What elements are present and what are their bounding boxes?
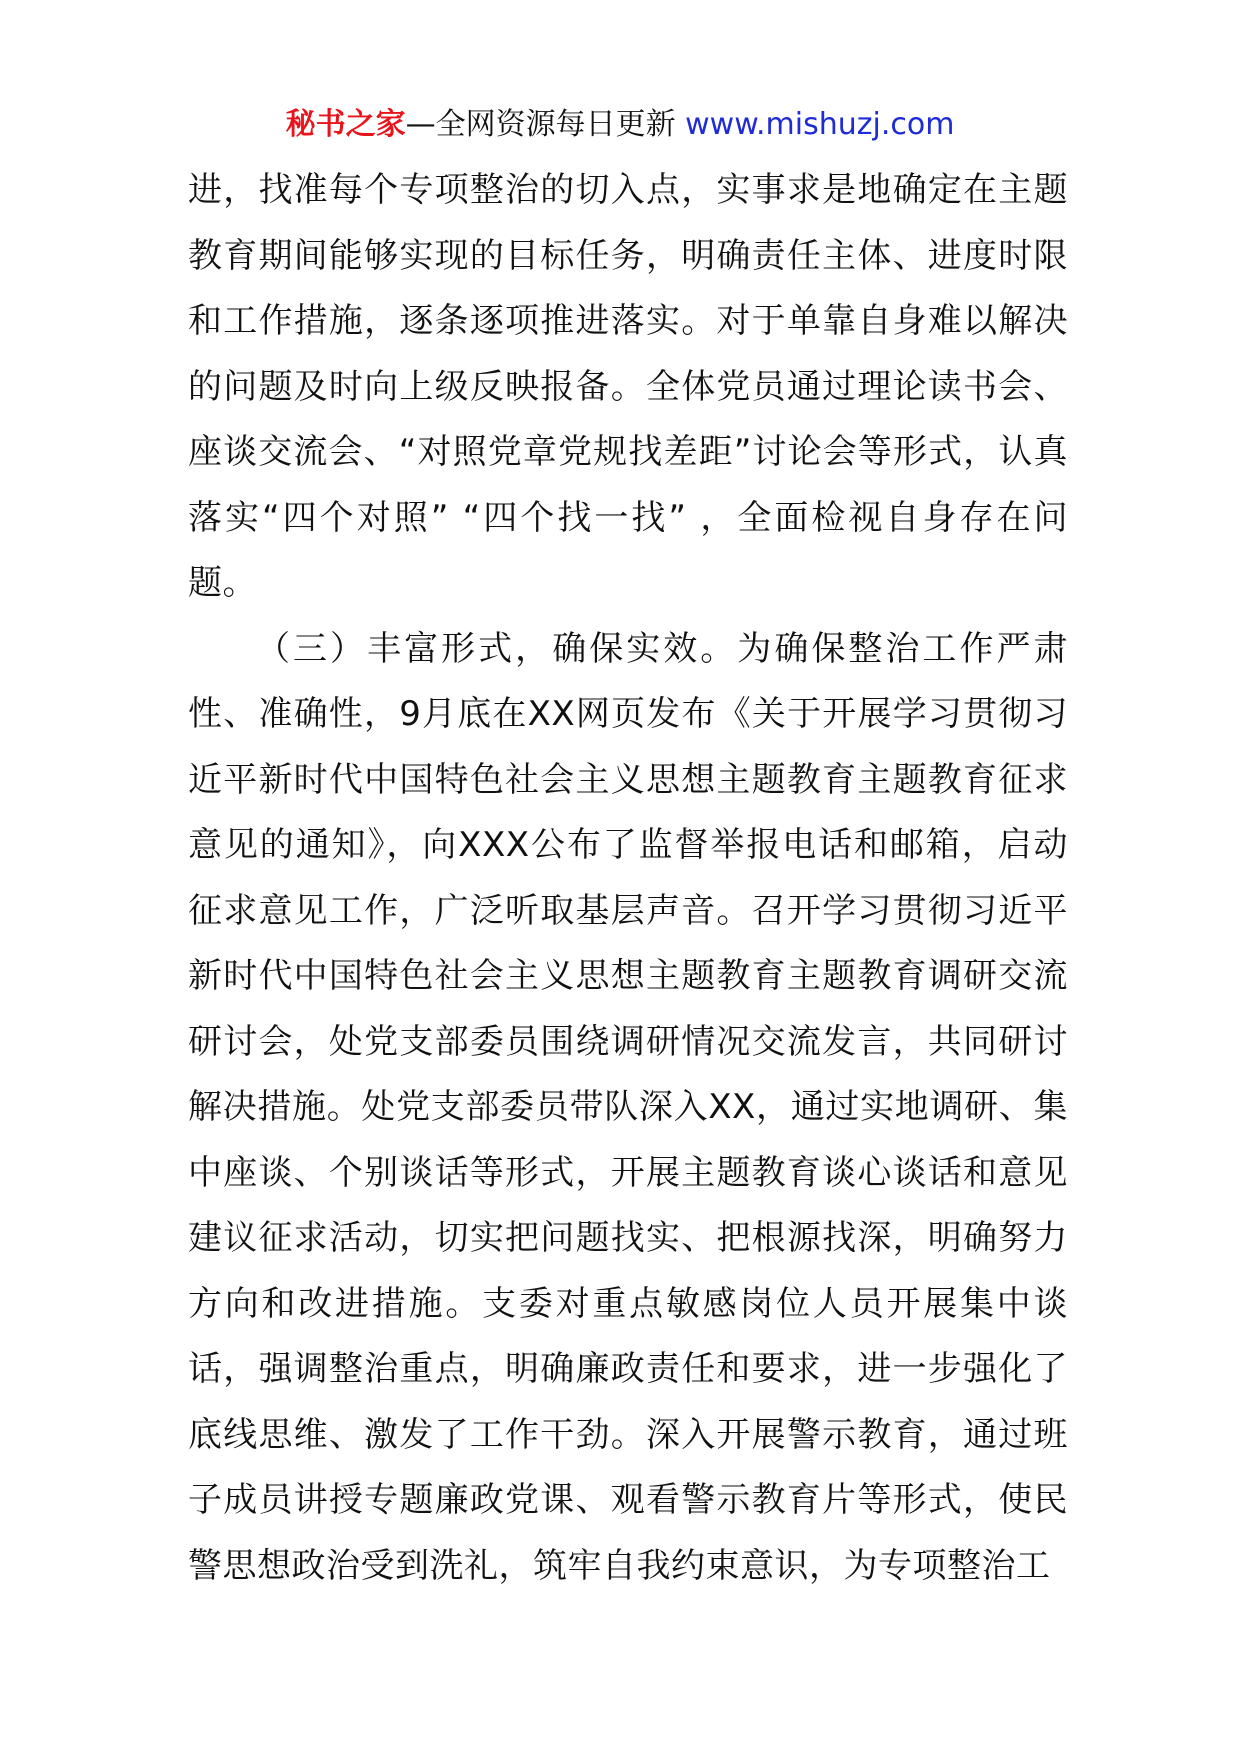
header-tagline: —全网资源每日更新	[405, 107, 676, 142]
brand-name: 秘书之家	[285, 107, 406, 142]
paragraph-section-three: （三）丰富形式，确保实效。为确保整治工作严肃性、准确性，9月底在XX网页发布《关于开展学习贯彻习近平新时代中国特色社会主义思想主题教育主题教育征求意见的通知》，向XXX公布了监督举报电话和邮箱，启动征求意见工作，广泛听取基层声音。召开学习贯彻习近平新时代中国特色社会主义思想主题教育主题教育调研交流研讨会，处党支部委员围绕调研情况交流发言，共同研讨解决措施。处党支部委员带队深入XX，通过实地调研、集中座谈、个别谈话等形式，开展主题教育谈心谈话和意见建议征求活动，切实把问题找实、把根源找深，明确努力方向和改进措施。支委对重点敏感岗位人员开展集中谈话，强调整治重点，明确廉政责任和要求，进一步强化了底线思维、激发了工作干劲。深入开展警示教育，通过班子成员讲授专题廉政党课、观看警示教育片等形式，使民警思想政治受到洗礼，筑牢自我约束意识，为专项整治工	[188, 628, 1068, 1586]
paragraph-continued: 进，找准每个专项整治的切入点，实事求是地确定在主题教育期间能够实现的目标任务，明确责任主体、进度时限和工作措施，逐条逐项推进落实。对于单靠自身难以解决的问题及时向上级反映报备。全体党员通过理论读书会、座谈交流会、“对照党章党规找差距”讨论会等形式，认真落实“四个对照” “四个找一找” ，全面检视自身存在问题。	[188, 170, 1068, 603]
site-url-link[interactable]: www.mishuzj.com	[685, 107, 955, 142]
document-body	[188, 158, 1068, 1599]
page-header	[0, 98, 1240, 152]
